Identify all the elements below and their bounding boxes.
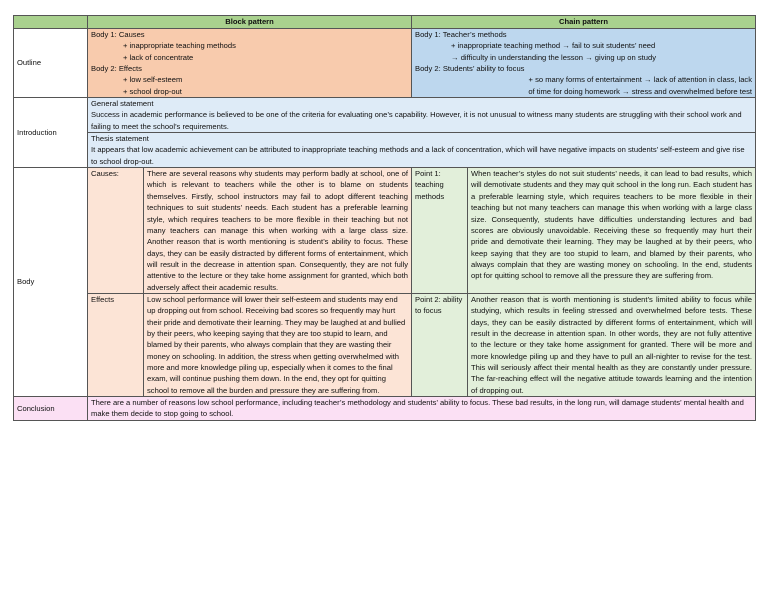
outline-label: Outline: [14, 29, 88, 98]
outline-chain-body1-item2: → difficulty in understanding the lesson → giving up on study: [451, 52, 657, 62]
causes-text: There are several reasons why students may perform badly at school, one of which is relevant to teachers while the other is to blame on students themselves. Firstly, school instructors may fail to adopt different teaching techniques to suit students’ needs. Each student has a preferable learning style, which requires teachers to be more flexible in their teaching but not many teachers can manage this when working with a large class size. Another reason that is worth mentioning is student’s ability to focus. These days, they can be easily distracted by different forms of entertainment, which will result in the decrease in attention span. Consequently, they are not fully attentive to the lecture or they take home assignment for granted, which both adversely affect their academic results.: [144, 168, 412, 294]
outline-block-body2-item2: + school drop-out: [123, 86, 182, 96]
outline-chain-body1: Body 1: Teacher’s methods: [415, 30, 507, 39]
introduction-label: Introduction: [14, 98, 88, 168]
introduction-general-row: [14, 98, 756, 133]
outline-chain-cell: [412, 29, 756, 98]
thesis-statement-title: Thesis statement: [91, 134, 149, 144]
effects-label: Effects: [88, 293, 144, 396]
point1-text: When teacher’s styles do not suit students’ needs, it can lead to bad results, which will demotivate students and they may quit school in the long run. Each student has a preferable learning style, which requires teachers to be more flexible in their teaching but not many teachers can manage this when working with a large class size. Consequently, students have difficulties understanding lectures and bad scores are obviously unavoidable. Receiving these so frequently may hurt their pride and demotivate their learning. They may be laughed at by their peers, who keep saying that they are too stupid to learn, and blamed by their parents, who always complain that they are wasting money on schooling. In the end, students opt for quitting school to remove all the pressure they are suffering from.: [468, 168, 756, 294]
general-statement-cell: [88, 98, 756, 133]
causes-label: Causes:: [88, 168, 144, 294]
outline-chain-body2-item2: of time for doing homework → stress and overwhelmed before test: [528, 86, 753, 96]
outline-chain-body2: Body 2: Students’ ability to focus: [415, 64, 525, 74]
conclusion-text: There are a number of reasons low school performance, including teacher’s methodology and students’ ability to focus. These bad results, in the long run, will damage students’ mental health and make them decide to stop going to school.: [88, 397, 756, 421]
outline-chain-body2-item1: + so many forms of entertainment → lack of attention in class, lack: [528, 75, 753, 85]
thesis-statement-text: It appears that low academic achievement can be attributed to inappropriate teaching methods and a lack of concentration, which will have negative impacts on students’ self-esteem and give rise to school drop-out.: [91, 145, 745, 166]
outline-block-body2: Body 2: Effects: [91, 64, 142, 74]
general-statement-text: Success in academic performance is believed to be one of the criteria for evaluating one’s capability. However, it is not unusual to witness many students are struggling with their school work and failing to meet the school’s requirements.: [91, 110, 742, 131]
header-chain-pattern: Chain pattern: [412, 16, 756, 29]
header-row: [14, 16, 756, 29]
outline-chain-body1-item1: + inappropriate teaching method → fail to suit students’ need: [451, 41, 656, 51]
conclusion-row: [14, 397, 756, 421]
outline-block-body1-item2: + lack of concentrate: [123, 52, 194, 62]
comparison-table-wrapper: [13, 15, 755, 421]
introduction-thesis-row: [14, 133, 756, 168]
outline-block-body1: Body 1: Causes: [91, 30, 145, 39]
point2-text: Another reason that is worth mentioning is student’s limited ability to focus while studying, which results in feeling stressed and overwhelmed before tests. These days, they can be easily distracted by different forms of entertainment, which will result in the decrease in attention span. In other words, they are not fully attentive to the lecture or they take home assignment for granted. There will be more and more knowledge piling up and they have to pull an all-nighter to revise for the test. This will seriously affect their mental health as they are constantly under pressure. The far-reaching effect will the negative attitude towards learning and the intention of dropping out.: [468, 293, 756, 396]
thesis-statement-cell: [88, 133, 756, 168]
point2-label: Point 2: ability to focus: [412, 293, 468, 396]
point1-label: Point 1: teaching methods: [412, 168, 468, 294]
header-block-pattern: Block pattern: [88, 16, 412, 29]
outline-row: [14, 29, 756, 98]
conclusion-label: Conclusion: [14, 397, 88, 421]
outline-block-cell: [88, 29, 412, 98]
block-vs-chain-table: [13, 15, 756, 421]
header-corner-cell: [14, 16, 88, 29]
body-label: Body: [14, 168, 88, 397]
outline-block-body1-item1: + inappropriate teaching methods: [123, 41, 236, 51]
body-row-2: [14, 293, 756, 396]
body-row-1: [14, 168, 756, 294]
effects-text: Low school performance will lower their self-esteem and students may end up dropping out from school. Receiving bad scores so frequently may hurt their pride and demotivate their learning. They may be laughed at and bullied by their peers, who keeping saying that they are too stupid to learn, and blamed by their parents, who always complain that they are wasting their money on schooling. In addition, the stress when getting overwhelmed with more and more knowledge piling up, especially when it comes to the final exam, will continue pushing them down. In the end, they opt for quitting school to remove all the burden and pressure they are suffering from.: [144, 293, 412, 396]
outline-block-body2-item1: + low self-esteem: [123, 75, 183, 85]
general-statement-title: General statement: [91, 99, 154, 109]
